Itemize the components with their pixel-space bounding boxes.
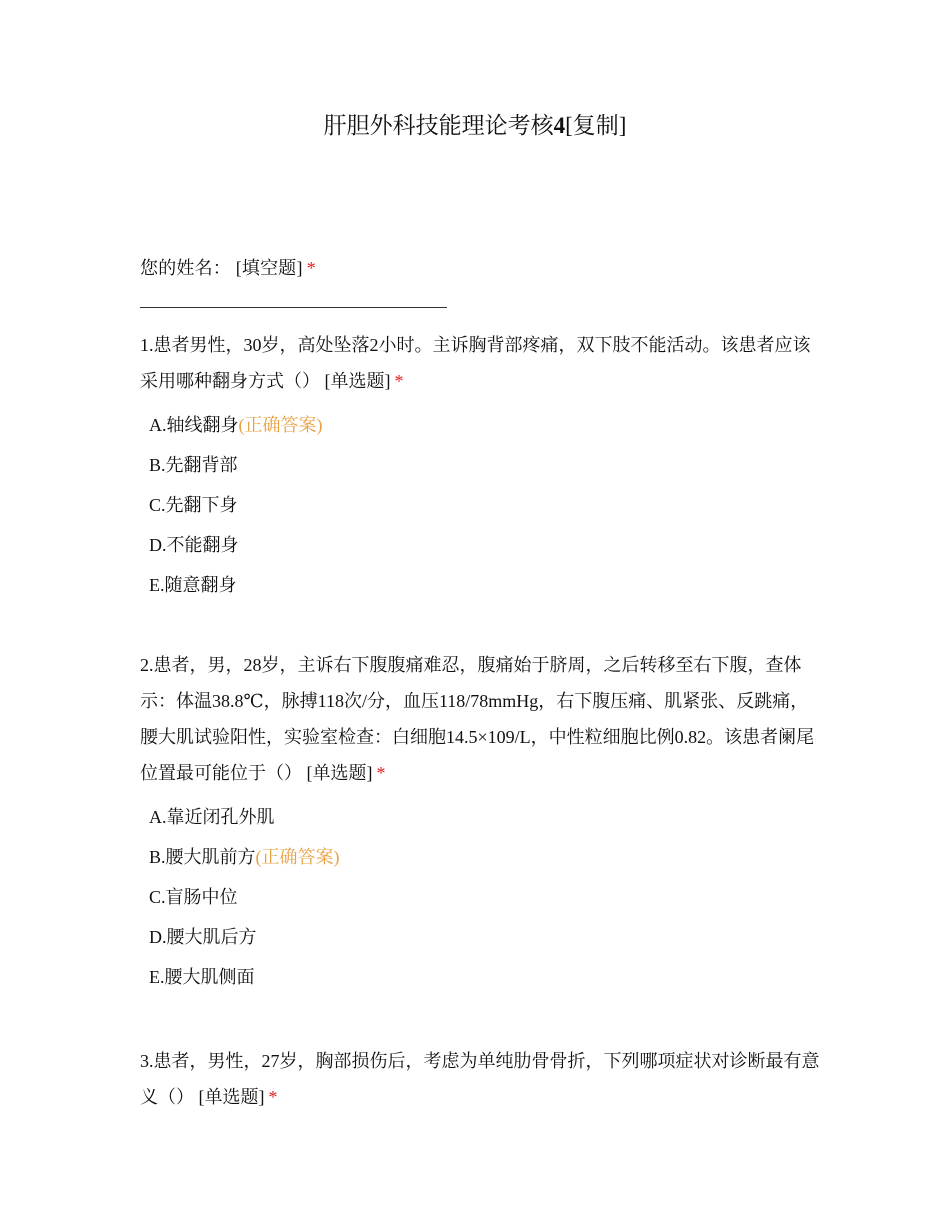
question-text: [140, 327, 820, 399]
title-suffix: [复制]: [565, 113, 627, 138]
question-stem: 2.患者，男，28岁，主诉右下腹腹痛难忍，腹痛始于脐周，之后转移至右下腹，查体示：体温38.8℃，脉搏118次/分，血压118/78mmHg，右下腹压痛、肌紧张、反跳痛，腰大肌试验阳性，实验室检查：白细胞14.5×109/L，中性粒细胞比例0.82。该患者阑尾位置最可能位于（）: [140, 655, 815, 783]
option-label: B.先翻背部: [149, 455, 238, 475]
option-label: E.随意翻身: [149, 575, 237, 595]
question-type: [单选题]: [306, 763, 373, 783]
name-fill-line[interactable]: [140, 306, 447, 308]
required-mark: *: [394, 371, 404, 391]
options-list: [140, 797, 820, 997]
option-label: E.腰大肌侧面: [149, 967, 255, 987]
question-text: [140, 1043, 820, 1115]
option-c[interactable]: [140, 877, 820, 917]
option-label: B.腰大肌前方: [149, 847, 256, 867]
option-b[interactable]: [140, 837, 820, 877]
correct-answer-note: (正确答案): [238, 415, 323, 435]
question-3: [140, 1043, 820, 1115]
option-a[interactable]: [140, 405, 820, 445]
option-label: A.轴线翻身: [149, 415, 239, 435]
option-label: C.先翻下身: [149, 495, 238, 515]
name-question-label: [140, 250, 820, 286]
option-e[interactable]: [140, 957, 820, 997]
required-mark: *: [306, 258, 316, 278]
option-label: D.腰大肌后方: [149, 927, 257, 947]
option-d[interactable]: [140, 525, 820, 565]
title-main: 肝胆外科技能理论考核: [323, 113, 554, 138]
question-type: [单选题]: [198, 1087, 265, 1107]
required-mark: *: [268, 1087, 278, 1107]
question-text: [140, 647, 820, 791]
question-1: [140, 327, 820, 605]
question-stem: 1.患者男性，30岁，高处坠落2小时。主诉胸背部疼痛，双下肢不能活动。该患者应该采用哪种翻身方式（）: [140, 335, 811, 391]
question-stem: 3.患者，男性，27岁，胸部损伤后，考虑为单纯肋骨骨折，下列哪项症状对诊断最有意义（）: [140, 1051, 820, 1107]
option-label: D.不能翻身: [149, 535, 239, 555]
option-b[interactable]: [140, 445, 820, 485]
name-question: [140, 250, 820, 308]
option-d[interactable]: [140, 917, 820, 957]
name-label: 您的姓名：: [140, 258, 231, 278]
option-c[interactable]: [140, 485, 820, 525]
option-label: A.靠近闭孔外肌: [149, 807, 275, 827]
option-e[interactable]: [140, 565, 820, 605]
required-mark: *: [376, 763, 386, 783]
option-label: C.盲肠中位: [149, 887, 238, 907]
options-list: [140, 405, 820, 605]
document-title: [0, 110, 950, 142]
question-type: [填空题]: [235, 258, 303, 278]
correct-answer-note: (正确答案): [255, 847, 340, 867]
option-a[interactable]: [140, 797, 820, 837]
title-number: 4: [553, 113, 566, 138]
question-type: [单选题]: [324, 371, 391, 391]
question-2: [140, 647, 820, 997]
